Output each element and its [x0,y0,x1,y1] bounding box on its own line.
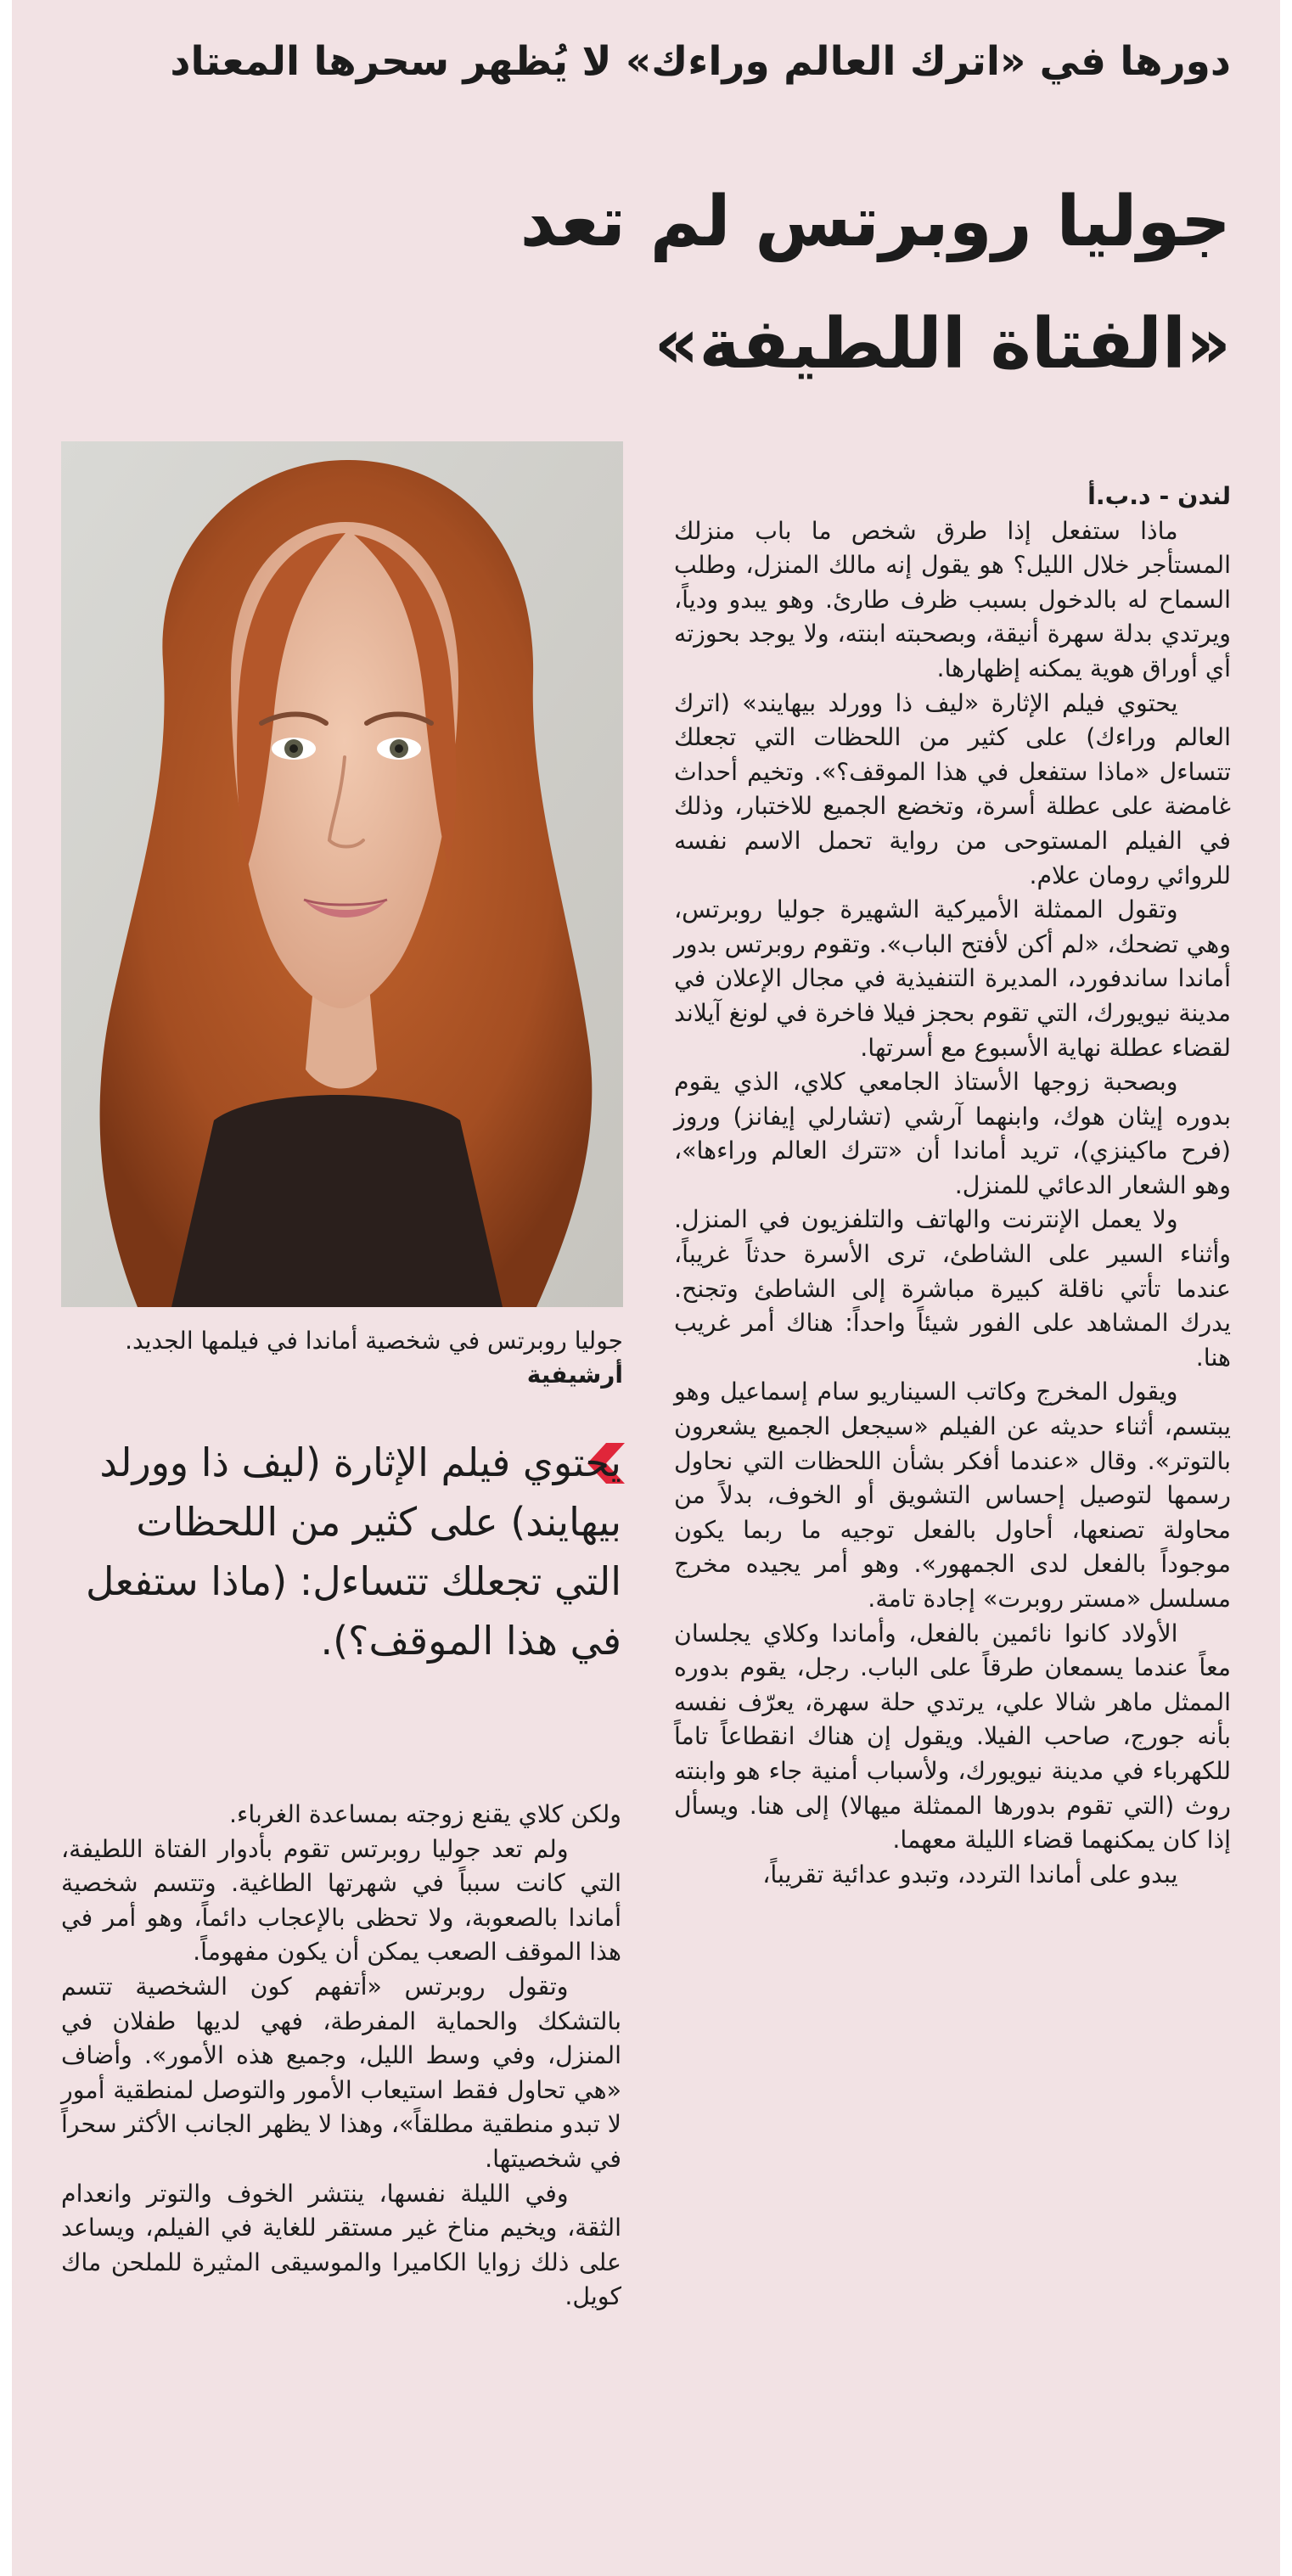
body-paragraph: ولكن كلاي يقنع زوجته بمساعدة الغرباء. [229,1800,621,1828]
body-paragraph: ولا يعمل الإنترنت والهاتف والتلفزيون في المنزل. وأثناء السير على الشاطئ، ترى الأسرة حدثاً غريباً، عندما تأتي ناقلة كبيرة مباشرة إلى الشاطئ وتجنح. يدرك المشاهد على الفور شيئاً واحداً: هناك أمر غريب هنا. [674,1205,1231,1372]
body-paragraph: الأولاد كانوا نائمين بالفعل، وأماندا وكلاي يجلسان معاً عندما يسمعان طرقاً على الباب. رجل، يقوم بدوره الممثل ماهر شالا علي، يرتدي حلة سهرة، يعرّف نفسه بأنه جورج، صاحب الفيلا. ويقول إن هناك انقطاعاً تاماً للكهرباء في مدينة نيويورك، ولأسباب أمنية جاء هو وابنته روث (التي تقوم بدورها الممثلة ميهالا) إلى هنا. ويسأل إذا كان يمكنهما قضاء الليلة معهما. [674,1619,1231,1855]
photo-caption [61,1324,623,1392]
body-paragraph: ولم تعد جوليا روبرتس تقوم بأدوار الفتاة اللطيفة، التي كانت سبباً في شهرتها الطاغية. وتتسم شخصية أماندا بالصعوبة، ولا تحظى بالإعجاب دائماً، وهو أمر في هذا الموقف الصعب يمكن أن يكون مفهوماً. [61,1834,621,1967]
article-body-left-column [61,1798,621,2315]
article-photo [61,441,623,1307]
newspaper-page [12,0,1280,2576]
portrait-photo-illustration [61,441,623,1307]
body-paragraph: يحتوي فيلم الإثارة «ليف ذا وورلد بيهايند» (اترك العالم وراءك) على كثير من اللحظات التي تجعلك تتساءل «ماذا ستفعل في هذا الموقف؟». وتخيم أحداث غامضة على عطلة أسرة، وتخضع الجميع للاختبار، وذلك في الفيلم المستوحى من رواية تحمل الاسم نفسه للروائي رومان علام. [674,688,1231,890]
headline-line-1: جوليا روبرتس لم تعد [520,182,1231,262]
article-dateline: لندن - د.ب.أ [1087,482,1231,510]
body-paragraph: وبصحبة زوجها الأستاذ الجامعي كلاي، الذي يقوم بدوره إيثان هوك، وابنهما آرشي (تشارلي إيفانز) وروز (فرح ماكينزي)، تريد أماندا أن «تترك العالم وراءها»، وهو الشعار الدعائي للمنزل. [674,1068,1231,1199]
body-paragraph: وتقول الممثلة الأميركية الشهيرة جوليا روبرتس، وهي تضحك، «لم أكن لأفتح الباب». وتقوم روبرتس بدور أماندا ساندفورد، المديرة التنفيذية في مجال الإعلان في مدينة نيويورك، التي تقوم بحجز فيلا فاخرة في لونغ آيلاند لقضاء عطلة نهاية الأسبوع مع أسرتها. [674,895,1231,1062]
body-paragraph: ماذا ستفعل إذا طرق شخص ما باب منزلك المستأجر خلال الليل؟ هو يقول إنه مالك المنزل، وطلب السماح له بالدخول بسبب ظرف طارئ. وهو يبدو ودياً، ويرتدي بدلة سهرة أنيقة، وبصحبته ابنته، ولا يوجد بحوزته أي أوراق هوية يمكنه إظهارها. [674,516,1231,682]
article-headline [59,161,1231,406]
body-paragraph: وتقول روبرتس «أتفهم كون الشخصية تتسم بالتشكك والحماية المفرطة، فهي لديها طفلان في المنزل، وفي وسط الليل، وجميع هذه الأمور». وأضاف «هي تحاول فقط استيعاب الأمور والتوصل لمنطقية أمور لا تبدو منطقية مطلقاً»، وهذا لا يظهر الجانب الأكثر سحراً في شخصيتها. [61,1972,621,2173]
body-paragraph: يبدو على أماندا التردد، وتبدو عدائية تقريباً، [762,1860,1178,1889]
caption-text: جوليا روبرتس في شخصية أماندا في فيلمها الجديد. [125,1327,623,1355]
article-kicker: دورها في «اترك العالم وراءك» لا يُظهر سحرها المعتاد [170,38,1231,85]
caption-credit: أرشيفية [526,1361,623,1389]
headline-line-2: «الفتاة اللطيفة» [654,304,1231,384]
body-paragraph: ويقول المخرج وكاتب السيناريو سام إسماعيل وهو يبتسم، أثناء حديثه عن الفيلم «سيجعل الجميع يشعرون بالتوتر». وقال «عندما أفكر بشأن اللحظات التي نحاول رسمها لتوصيل إحساس التشويق أو الخوف، بدلاً من محاولة تصنعها، أحاول بالفعل توجيه ما ربما يكون موجوداً بالفعل لدى الجمهور». وهو أمر يجيده مخرج مسلسل «مستر روبرت» إجادة تامة. [674,1378,1231,1613]
pull-quote: يحتوي فيلم الإثارة (ليف ذا وورلد بيهايند) على كثير من اللحظات التي تجعلك تتساءل: (ماذا ستفعل في هذا الموقف؟). [85,1440,621,1664]
article-body-right-column [674,480,1231,1892]
body-paragraph: وفي الليلة نفسها، ينتشر الخوف والتوتر وانعدام الثقة، ويخيم مناخ غير مستقر للغاية في الفيلم، ويساعد على ذلك زوايا الكاميرا والموسيقى المثيرة للملحن ماك كويل. [61,2179,621,2311]
